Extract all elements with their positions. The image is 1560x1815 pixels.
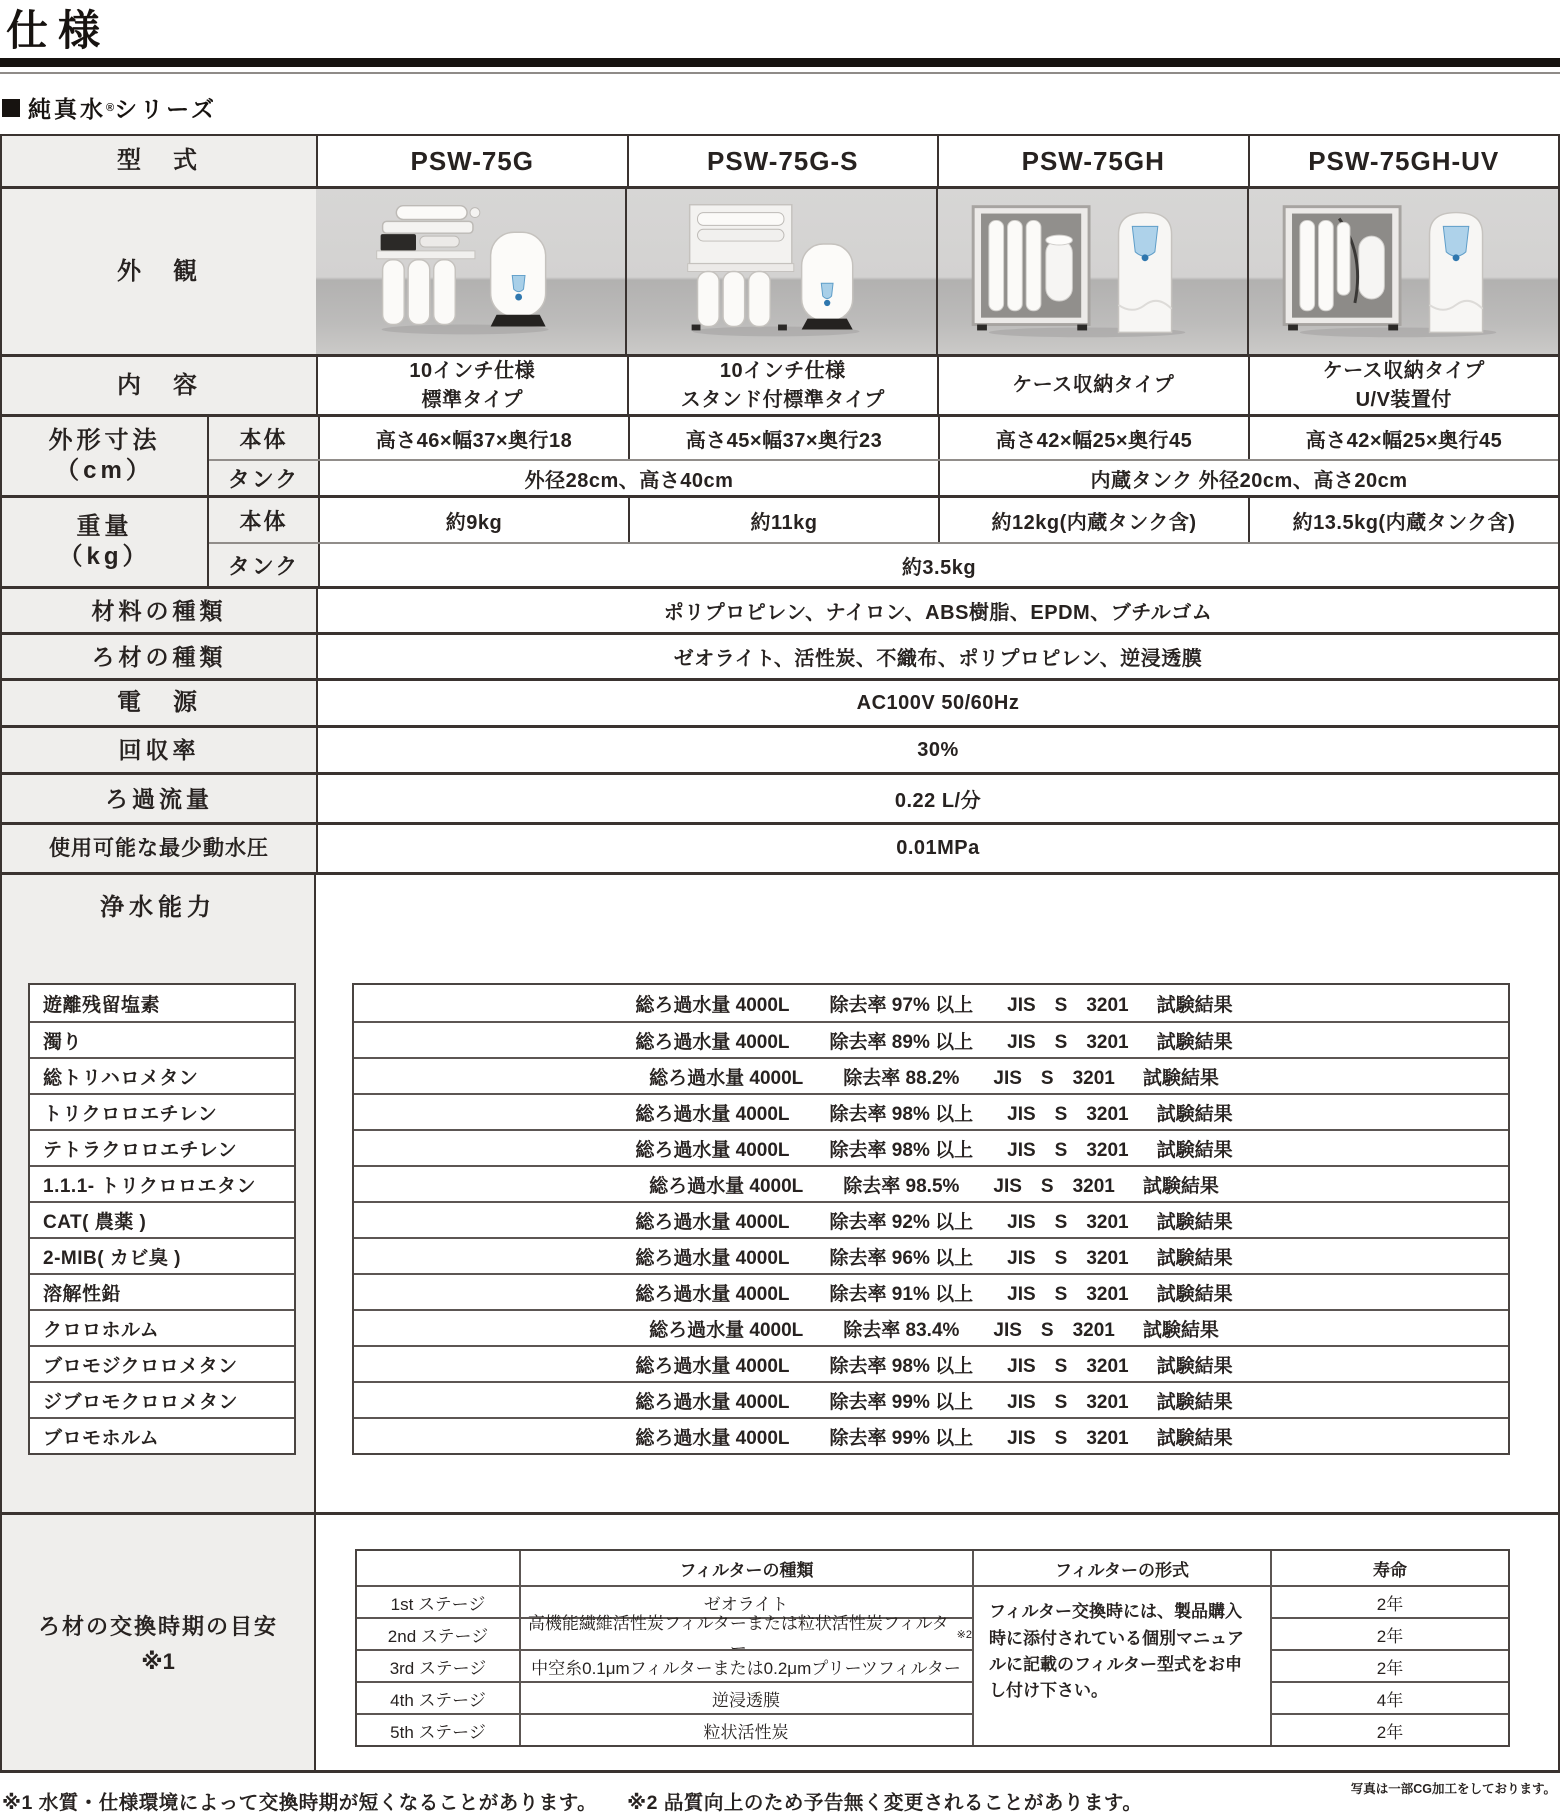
substance-row: テトラクロロエチレン xyxy=(30,1129,294,1165)
result-volume: 総ろ過水量 4000L xyxy=(649,1067,804,1089)
flow-rate-label-cell xyxy=(2,775,316,822)
stage-type xyxy=(519,1614,972,1659)
weight-tank-label: タンク xyxy=(227,553,300,579)
result-label: 試験結果 xyxy=(1142,1319,1219,1341)
result-volume: 総ろ過水量 4000L xyxy=(649,1319,804,1341)
filter-header-format: フィルターの形式 xyxy=(972,1551,1270,1585)
power-row xyxy=(2,678,1558,725)
result-label: 試験結果 xyxy=(1156,1103,1233,1125)
stage-type-text: 中空糸0.1μmフィルターまたは0.2μmプリーツフィルター xyxy=(531,1658,961,1678)
content-line: スタンド付標準タイプ xyxy=(680,388,885,411)
title-rule-thin xyxy=(0,72,1560,74)
flow-rate-label: ろ過流量 xyxy=(105,785,213,812)
dimensions-body-label-cell xyxy=(209,417,318,459)
content-row xyxy=(2,354,1558,414)
result-removal: 除去率 98% 以上 xyxy=(829,1139,974,1161)
dimensions-body-label: 本体 xyxy=(239,426,288,452)
result-removal: 除去率 99% 以上 xyxy=(829,1391,974,1413)
product-photo-psw-75gh xyxy=(936,189,1247,354)
materials-row xyxy=(2,586,1558,632)
result-row xyxy=(354,1273,1508,1309)
dim-tank-cell-right: 内蔵タンク 外径20cm、高さ20cm xyxy=(938,461,1558,495)
product-photo-psw-75g-s xyxy=(625,189,936,354)
weight-label-line1: 重量 xyxy=(76,513,133,541)
filter-replacement-section xyxy=(2,1512,1558,1770)
result-volume: 総ろ過水量 4000L xyxy=(635,1283,790,1305)
result-removal: 除去率 99% 以上 xyxy=(829,1427,974,1449)
result-row xyxy=(354,1237,1508,1273)
product-illustration-psw-75gh-uv xyxy=(1249,189,1558,354)
stage-type-text: 高機能繊維活性炭フィルターまたは粒状活性炭フィルター xyxy=(527,1614,949,1659)
stage-type-text: ゼオライト xyxy=(703,1594,789,1614)
stage-label: 5th ステージ xyxy=(357,1713,519,1745)
result-standard: JIS S 3201 xyxy=(993,1319,1115,1341)
filter-header-life: 寿命 xyxy=(1270,1551,1508,1585)
result-volume: 総ろ過水量 4000L xyxy=(635,1391,790,1413)
product-illustration-psw-75g xyxy=(316,189,625,354)
filter-media-label: ろ材の種類 xyxy=(91,643,227,670)
content-line: U/V装置付 xyxy=(1355,388,1452,411)
stage-label: 1st ステージ xyxy=(357,1585,519,1617)
filter-header-empty xyxy=(357,1551,519,1585)
content-cell-3 xyxy=(937,357,1248,414)
result-row xyxy=(354,1417,1508,1453)
result-label: 試験結果 xyxy=(1142,1175,1219,1197)
stage-type xyxy=(519,1713,972,1745)
min-pressure-row xyxy=(2,822,1558,872)
filter-header-type: フィルターの種類 xyxy=(519,1551,972,1585)
substance-row: ジブロモクロロメタン xyxy=(30,1381,294,1417)
stage-life: 4年 xyxy=(1270,1681,1508,1713)
result-standard: JIS S 3201 xyxy=(1007,1427,1129,1449)
result-removal: 除去率 98% 以上 xyxy=(829,1103,974,1125)
recovery-rate-row xyxy=(2,725,1558,772)
dimensions-tank-label-cell xyxy=(209,461,318,495)
result-row xyxy=(354,1201,1508,1237)
substance-row: ブロモホルム xyxy=(30,1417,294,1453)
result-list xyxy=(352,983,1510,1455)
result-removal: 除去率 96% 以上 xyxy=(829,1247,974,1269)
substance-row: 溶解性鉛 xyxy=(30,1273,294,1309)
result-row xyxy=(354,985,1508,1021)
stage-type xyxy=(519,1649,972,1681)
substance-row: 1.1.1- トリクロロエタン xyxy=(30,1165,294,1201)
model-cell-psw-75gh: PSW-75GH xyxy=(937,136,1248,186)
filter-replacement-note-ref: ※1 xyxy=(141,1649,175,1675)
result-row xyxy=(354,1129,1508,1165)
substance-row: クロロホルム xyxy=(30,1309,294,1345)
model-cell-psw-75gh-uv: PSW-75GH-UV xyxy=(1248,136,1559,186)
filter-media-row xyxy=(2,632,1558,678)
weight-tank-label-cell xyxy=(209,544,318,586)
series-suffix: シリーズ xyxy=(114,96,217,123)
min-pressure-label: 使用可能な最少動水圧 xyxy=(49,836,269,860)
content-cell-1 xyxy=(316,357,627,414)
model-label-cell xyxy=(2,136,316,186)
stage-type-note: ※2 xyxy=(956,1628,972,1641)
stage-label: 2nd ステージ xyxy=(357,1617,519,1649)
dimensions-label-line2: （cm） xyxy=(55,457,154,485)
flow-rate-row xyxy=(2,772,1558,822)
stage-label: 4th ステージ xyxy=(357,1681,519,1713)
stage-life: 2年 xyxy=(1270,1649,1508,1681)
result-label: 試験結果 xyxy=(1156,1139,1233,1161)
weight-body-label: 本体 xyxy=(239,508,288,534)
substance-row: CAT( 農薬 ) xyxy=(30,1201,294,1237)
purification-section xyxy=(2,872,1558,1512)
substance-row: 遊離残留塩素 xyxy=(43,994,161,1016)
recovery-rate-label-cell xyxy=(2,728,316,772)
stage-life: 2年 xyxy=(1270,1585,1508,1617)
result-label: 試験結果 xyxy=(1156,1355,1233,1377)
dimensions-tank-label: タンク xyxy=(227,466,300,492)
weight-subrows xyxy=(207,498,1558,586)
weight-body-cell-4: 約13.5kg(内蔵タンク含) xyxy=(1248,498,1558,542)
content-line: 10インチ仕様 xyxy=(719,359,846,382)
model-label: 型 式 xyxy=(117,147,201,175)
result-removal: 除去率 92% 以上 xyxy=(829,1211,974,1233)
product-photo-psw-75g xyxy=(316,189,625,354)
series-name: 純真水 xyxy=(28,96,106,123)
result-label: 試験結果 xyxy=(1156,1427,1233,1449)
power-value: AC100V 50/60Hz xyxy=(316,681,1558,725)
photo-disclaimer: 写真は一部CG加工をしております。 xyxy=(1350,1782,1556,1797)
filter-format-note: フィルター交換時には、製品購入時に添付されている個別マニュアルに記載のフィルター型式をお申し付け下さい。 xyxy=(972,1585,1270,1745)
dimensions-body-row xyxy=(209,417,1558,459)
result-standard: JIS S 3201 xyxy=(1007,1391,1129,1413)
title-rule-thick xyxy=(0,58,1560,67)
min-pressure-value: 0.01MPa xyxy=(316,825,1558,872)
series-heading xyxy=(2,91,1560,124)
appearance-label: 外 観 xyxy=(117,257,201,285)
result-removal: 除去率 97% 以上 xyxy=(829,994,974,1016)
content-cell-4 xyxy=(1248,357,1559,414)
result-label: 試験結果 xyxy=(1156,1247,1233,1269)
result-row xyxy=(354,1309,1508,1345)
page-header xyxy=(0,0,1560,124)
result-label: 試験結果 xyxy=(1156,1283,1233,1305)
result-row xyxy=(354,1381,1508,1417)
dim-body-cell-1: 高さ46×幅37×奥行18 xyxy=(318,417,628,459)
weight-label-cell xyxy=(2,498,207,586)
footnotes xyxy=(2,1787,1142,1815)
dim-tank-cell-left: 外径28cm、高さ40cm xyxy=(318,461,938,495)
result-removal: 除去率 91% 以上 xyxy=(829,1283,974,1305)
filter-replacement-label-cell xyxy=(2,1515,316,1770)
substance-row: 濁り xyxy=(30,1021,294,1057)
result-standard: JIS S 3201 xyxy=(1007,1031,1129,1053)
product-photo-psw-75gh-uv xyxy=(1247,189,1558,354)
weight-tank-row xyxy=(209,542,1558,586)
flow-rate-value: 0.22 L/分 xyxy=(316,775,1558,822)
appearance-row xyxy=(2,186,1558,354)
page-footer xyxy=(0,1773,1560,1815)
result-volume: 総ろ過水量 4000L xyxy=(635,1031,790,1053)
result-label: 試験結果 xyxy=(1156,994,1233,1016)
dim-body-cell-2: 高さ45×幅37×奥行23 xyxy=(628,417,938,459)
spec-table xyxy=(0,134,1560,1773)
result-label: 試験結果 xyxy=(1156,1211,1233,1233)
registered-mark: ® xyxy=(106,101,115,114)
materials-label-cell xyxy=(2,589,316,632)
result-removal: 除去率 83.4% xyxy=(843,1319,960,1341)
purification-label: 浄水能力 xyxy=(100,894,216,922)
model-cell-psw-75g-s: PSW-75G-S xyxy=(627,136,938,186)
product-illustration-psw-75gh xyxy=(938,189,1247,354)
filter-replacement-content xyxy=(316,1515,1558,1770)
result-standard: JIS S 3201 xyxy=(1007,1139,1129,1161)
content-label: 内 容 xyxy=(117,371,201,399)
dimensions-subrows xyxy=(207,417,1558,495)
result-volume: 総ろ過水量 4000L xyxy=(635,1355,790,1377)
result-label: 試験結果 xyxy=(1156,1031,1233,1053)
dimensions-section xyxy=(2,414,1558,495)
result-standard: JIS S 3201 xyxy=(1007,994,1129,1016)
product-illustration-psw-75g-s xyxy=(627,189,936,354)
result-removal: 除去率 88.2% xyxy=(843,1067,960,1089)
result-standard: JIS S 3201 xyxy=(1007,1103,1129,1125)
stage-type-text: 粒状活性炭 xyxy=(703,1722,789,1742)
result-standard: JIS S 3201 xyxy=(1007,1355,1129,1377)
result-removal: 除去率 98.5% xyxy=(843,1175,960,1197)
result-removal: 除去率 98% 以上 xyxy=(829,1355,974,1377)
result-label: 試験結果 xyxy=(1156,1391,1233,1413)
stage-type-text: 逆浸透膜 xyxy=(712,1690,780,1710)
page-title: 仕様 xyxy=(6,7,111,54)
result-row xyxy=(354,1345,1508,1381)
result-row xyxy=(354,1165,1508,1201)
min-pressure-label-cell xyxy=(2,825,316,872)
stage-label: 3rd ステージ xyxy=(357,1649,519,1681)
result-volume: 総ろ過水量 4000L xyxy=(649,1175,804,1197)
weight-body-cell-2: 約11kg xyxy=(628,498,938,542)
recovery-rate-value: 30% xyxy=(316,728,1558,772)
result-volume: 総ろ過水量 4000L xyxy=(635,1103,790,1125)
dimensions-label-line1: 外形寸法 xyxy=(48,427,161,455)
square-bullet-icon xyxy=(2,99,20,117)
result-volume: 総ろ過水量 4000L xyxy=(635,994,790,1016)
result-standard: JIS S 3201 xyxy=(1007,1247,1129,1269)
materials-label: 材料の種類 xyxy=(91,597,227,624)
content-line: ケース収納タイプ xyxy=(1012,374,1175,397)
result-row xyxy=(354,1057,1508,1093)
result-removal: 除去率 89% 以上 xyxy=(829,1031,974,1053)
filter-table xyxy=(355,1549,1510,1747)
result-volume: 総ろ過水量 4000L xyxy=(635,1139,790,1161)
model-cell-psw-75g: PSW-75G xyxy=(316,136,627,186)
filter-media-label-cell xyxy=(2,635,316,678)
content-line: 10インチ仕様 xyxy=(409,359,536,382)
weight-body-row xyxy=(209,498,1558,542)
result-standard: JIS S 3201 xyxy=(993,1175,1115,1197)
purification-right-column xyxy=(316,875,1558,1512)
filter-replacement-label: ろ材の交換時期の目安 xyxy=(37,1614,278,1640)
recovery-rate-label: 回収率 xyxy=(118,737,200,764)
substance-row: 総トリハロメタン xyxy=(30,1057,294,1093)
content-line: ケース収納タイプ xyxy=(1322,359,1485,382)
content-label-cell xyxy=(2,357,316,414)
stage-life: 2年 xyxy=(1270,1713,1508,1745)
content-line: 標準タイプ xyxy=(421,388,523,411)
power-label: 電 源 xyxy=(117,689,201,717)
result-standard: JIS S 3201 xyxy=(993,1067,1115,1089)
substance-row: 2-MIB( カビ臭 ) xyxy=(30,1237,294,1273)
result-volume: 総ろ過水量 4000L xyxy=(635,1211,790,1233)
stage-life: 2年 xyxy=(1270,1617,1508,1649)
dimensions-tank-row xyxy=(209,459,1558,495)
result-volume: 総ろ過水量 4000L xyxy=(635,1427,790,1449)
footnote-1: ※1 水質・仕様環境によって交換時期が短くなることがあります。 xyxy=(2,1792,598,1815)
weight-body-label-cell xyxy=(209,498,318,542)
weight-section xyxy=(2,495,1558,586)
result-standard: JIS S 3201 xyxy=(1007,1211,1129,1233)
dimensions-label-cell xyxy=(2,417,207,495)
substance-row: ブロモジクロロメタン xyxy=(30,1345,294,1381)
substance-list xyxy=(28,983,296,1455)
dim-body-cell-4: 高さ42×幅25×奥行45 xyxy=(1248,417,1558,459)
model-row xyxy=(2,136,1558,186)
weight-tank-cell: 約3.5kg xyxy=(318,544,1558,586)
result-standard: JIS S 3201 xyxy=(1007,1283,1129,1305)
stage-type xyxy=(519,1681,972,1713)
dim-body-cell-3: 高さ42×幅25×奥行45 xyxy=(938,417,1248,459)
footnote-2: ※2 品質向上のため予告無く変更されることがあります。 xyxy=(627,1792,1143,1815)
weight-label-line2: （kg） xyxy=(58,543,151,571)
power-label-cell xyxy=(2,681,316,725)
content-cell-2 xyxy=(627,357,938,414)
filter-media-value: ゼオライト、活性炭、不織布、ポリプロピレン、逆浸透膜 xyxy=(316,635,1558,678)
weight-body-cell-3: 約12kg(内蔵タンク含) xyxy=(938,498,1248,542)
weight-body-cell-1: 約9kg xyxy=(318,498,628,542)
substance-row: トリクロロエチレン xyxy=(30,1093,294,1129)
result-row xyxy=(354,1093,1508,1129)
materials-value: ポリプロピレン、ナイロン、ABS樹脂、EPDM、ブチルゴム xyxy=(316,589,1558,632)
result-volume: 総ろ過水量 4000L xyxy=(635,1247,790,1269)
appearance-label-cell xyxy=(2,189,316,354)
result-row xyxy=(354,1021,1508,1057)
purification-left-column xyxy=(2,875,316,1512)
result-label: 試験結果 xyxy=(1142,1067,1219,1089)
